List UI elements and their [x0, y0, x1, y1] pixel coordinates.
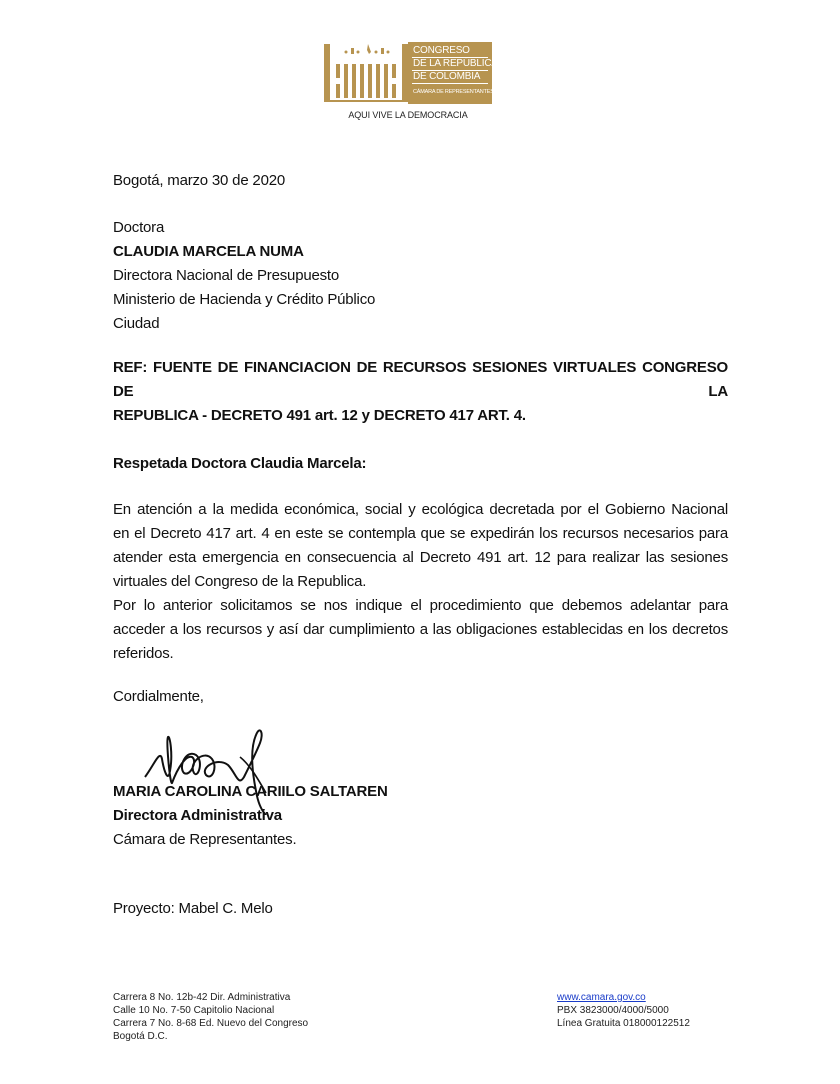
footer-address: Carrera 7 No. 8-68 Ed. Nuevo del Congreso — [113, 1018, 309, 1029]
congress-logo — [324, 42, 498, 104]
project-note: Proyecto: Mabel C. Melo — [113, 900, 273, 917]
footer-pbx: PBX 3823000/4000/5000 — [557, 1005, 669, 1016]
logo-line: DE LA REPÚBLICA — [413, 58, 498, 69]
body-line: acceder a los recursos y así dar cumplimiento a las obligaciones establecidas en los decretos — [113, 621, 728, 638]
letter-body — [113, 498, 728, 666]
body-line: En atención a la medida económica, social y ecológica decretada por el Gobierno Nacional — [113, 501, 728, 518]
signer-office: Cámara de Representantes. — [113, 831, 297, 848]
logo-line: DE COLOMBIA — [413, 71, 481, 82]
body-line: en el Decreto 417 art. 4 en este se contempla que se expedirán los recursos necesarios para — [113, 525, 728, 542]
body-line: virtuales del Congreso de la Republica. — [113, 573, 367, 590]
reference-block — [113, 356, 728, 428]
recipient-city: Ciudad — [113, 315, 160, 332]
footer-addresses — [113, 991, 308, 1043]
capitol-building-icon — [324, 42, 408, 104]
closing: Cordialmente, — [113, 688, 204, 705]
footer-address: Carrera 8 No. 12b-42 Dir. Administrativa — [113, 992, 291, 1003]
website-link[interactable]: www.camara.gov.co — [557, 992, 646, 1003]
signer-block — [113, 780, 388, 852]
logo-text-box — [408, 42, 498, 104]
greeting: Respetada Doctora Claudia Marcela: — [113, 455, 367, 472]
reference-line: REPUBLICA - DECRETO 491 art. 12 y DECRETO 417 ART. 4. — [113, 407, 526, 424]
footer-contact — [557, 991, 690, 1030]
logo-line: CÁMARA DE REPRESENTANTES — [413, 89, 494, 95]
body-line: atender esta emergencia en consecuencia al Decreto 491 art. 12 para realizar las sesiones — [113, 549, 728, 566]
signer-title: Directora Administrativa — [113, 807, 282, 824]
logo-line: CONGRESO — [413, 45, 470, 56]
reference-line: REF: FUENTE DE FINANCIACION DE RECURSOS SESIONES VIRTUALES CONGRESO DE LA — [113, 359, 728, 400]
recipient-position: Directora Nacional de Presupuesto — [113, 267, 340, 284]
signer-name: MARIA CAROLINA CARIILO SALTAREN — [113, 783, 388, 800]
body-line: referidos. — [113, 645, 174, 662]
recipient-salutation: Doctora — [113, 219, 165, 236]
recipient-institution: Ministerio de Hacienda y Crédito Público — [113, 291, 376, 308]
footer-address: Bogotá D.C. — [113, 1031, 168, 1042]
body-line: Por lo anterior solicitamos se nos indique el procedimiento que debemos adelantar para — [113, 597, 728, 614]
logo-slogan: AQUI VIVE LA DEMOCRACIA — [348, 110, 468, 120]
letter-date: Bogotá, marzo 30 de 2020 — [113, 172, 285, 189]
recipient-name: CLAUDIA MARCELA NUMA — [113, 243, 304, 260]
footer-toll-free: Línea Gratuita 018000122512 — [557, 1018, 690, 1029]
footer-address: Calle 10 No. 7-50 Capitolio Nacional — [113, 1005, 275, 1016]
recipient-block — [113, 216, 375, 336]
